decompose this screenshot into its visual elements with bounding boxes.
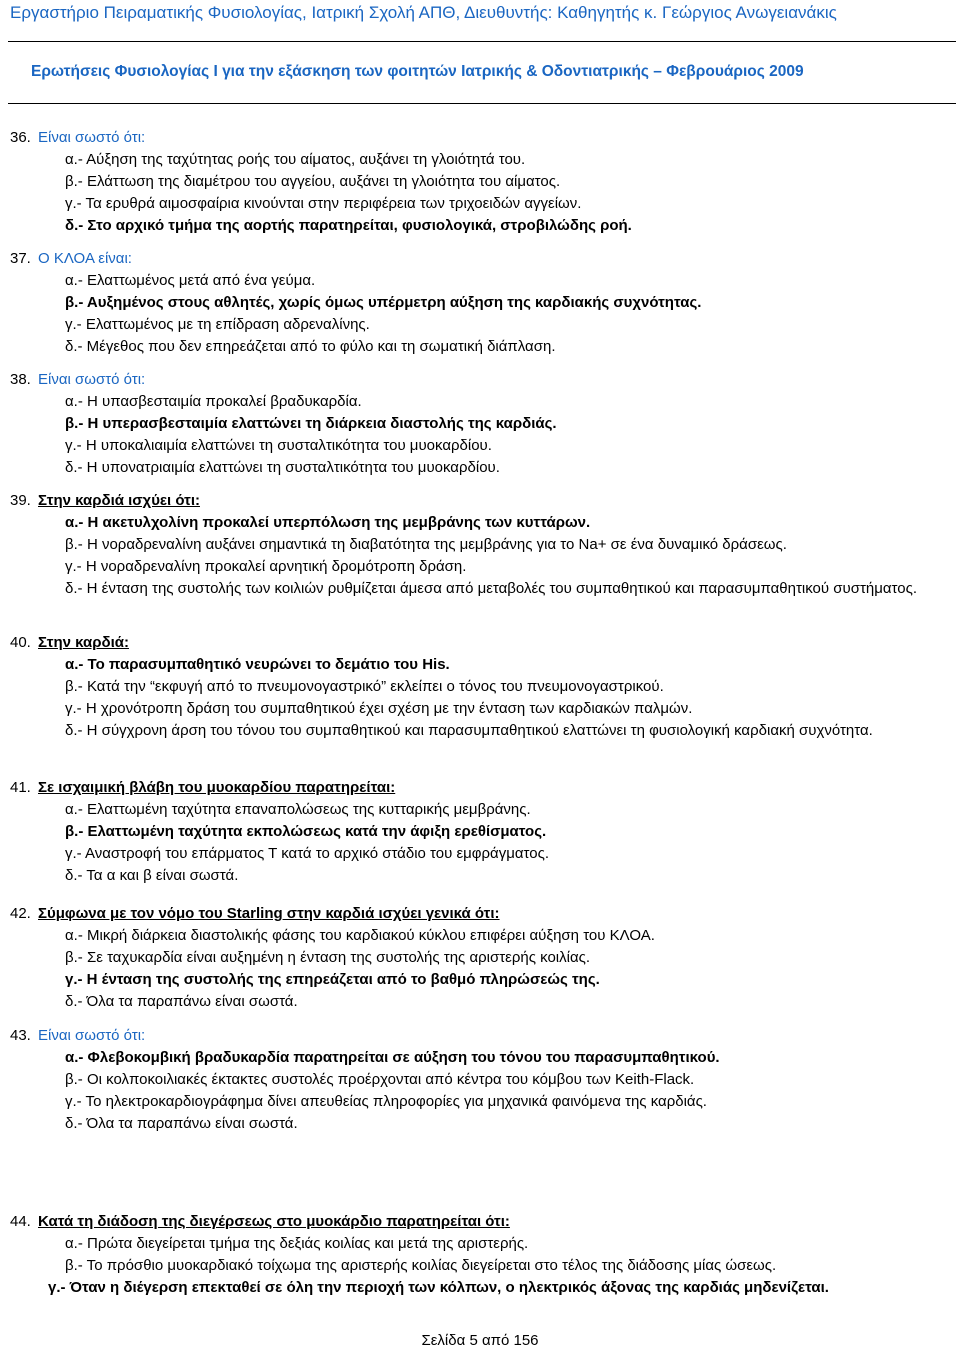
header-divider xyxy=(8,41,956,42)
option-c: γ.- Η υποκαλιαιμία ελαττώνει τη συσταλτικότητα του μυοκαρδίου. xyxy=(65,437,492,454)
option-b: β.- Κατά την “εκφυγή από το πνευμονογαστρικό” εκλείπει ο τόνος του πνευμονογαστρικού. xyxy=(65,678,664,695)
option-b: β.- Σε ταχυκαρδία είναι αυξημένη η ένταση της συστολής της αριστερής κοιλίας. xyxy=(65,949,591,966)
question-44 xyxy=(10,1211,950,1299)
option-a: α.- Το παρασυμπαθητικό νευρώνει το δεμάτιο του His. xyxy=(65,656,450,673)
question-text: Ο ΚΛΟΑ είναι: xyxy=(38,250,132,267)
question-41 xyxy=(10,777,950,887)
question-43 xyxy=(10,1025,950,1135)
option-c: γ.- Όταν η διέγερση επεκταθεί σε όλη την περιοχή των κόλπων, ο ηλεκτρικός άξονας της καρδιάς μηδενίζεται. xyxy=(48,1279,829,1296)
document-title: Ερωτήσεις Φυσιολογίας Ι για την εξάσκηση των φοιτητών Ιατρικής & Οδοντιατρικής – Φεβρουάριος 2009 xyxy=(31,63,804,80)
option-d: δ.- Η υπονατριαιμία ελαττώνει τη συσταλτικότητα του μυοκαρδίου. xyxy=(65,459,500,476)
question-36 xyxy=(10,127,950,237)
question-number: 44. xyxy=(10,1213,31,1230)
option-d: δ.- Όλα τα παραπάνω είναι σωστά. xyxy=(65,993,298,1010)
question-number: 43. xyxy=(10,1027,31,1044)
option-b: β.- Ελάττωση της διαμέτρου του αγγείου, αυξάνει τη γλοιότητα του αίματος. xyxy=(65,173,561,190)
question-39 xyxy=(10,490,950,600)
question-number: 39. xyxy=(10,492,31,509)
question-text: Είναι σωστό ότι: xyxy=(38,129,146,146)
question-number: 36. xyxy=(10,129,31,146)
question-38 xyxy=(10,369,950,479)
question-number: 41. xyxy=(10,779,31,796)
option-a: α.- Ελαττωμένος μετά από ένα γεύμα. xyxy=(65,272,316,289)
question-text: Στην καρδιά ισχύει ότι: xyxy=(38,492,200,509)
option-b: β.- Η υπερασβεσταιμία ελαττώνει τη διάρκεια διαστολής της καρδιάς. xyxy=(65,415,557,432)
option-a: α.- Η ακετυλχολίνη προκαλεί υπερπόλωση της μεμβράνης των κυττάρων. xyxy=(65,514,591,531)
option-d: δ.- Μέγεθος που δεν επηρεάζεται από το φύλο και τη σωματική διάπλαση. xyxy=(65,338,556,355)
option-c: γ.- Αναστροφή του επάρματος Τ κατά το αρχικό στάδιο του εμφράγματος. xyxy=(65,845,549,862)
question-number: 42. xyxy=(10,905,31,922)
question-number: 37. xyxy=(10,250,31,267)
option-a: α.- Πρώτα διεγείρεται τμήμα της δεξιάς κοιλίας και μετά της αριστερής. xyxy=(65,1235,529,1252)
option-a: α.- Ελαττωμένη ταχύτητα επαναπολώσεως της κυτταρικής μεμβράνης. xyxy=(65,801,531,818)
option-d: δ.- Όλα τα παραπάνω είναι σωστά. xyxy=(65,1115,298,1132)
option-c: γ.- Η νοραδρεναλίνη προκαλεί αρνητική δρομότροπη δράση. xyxy=(65,558,467,575)
page-header: Εργαστήριο Πειραματικής Φυσιολογίας, Ιατρική Σχολή ΑΠΘ, Διευθυντής: Καθηγητής κ. Γεώργιος Ανωγειανάκις xyxy=(10,3,837,22)
option-d: δ.- Τα α και β είναι σωστά. xyxy=(65,867,239,884)
question-42 xyxy=(10,903,950,1013)
page-footer: Σελίδα 5 από 156 xyxy=(421,1332,539,1349)
option-c: γ.- Το ηλεκτροκαρδιογράφημα δίνει απευθείας πληροφορίες για μηχανικά φαινόμενα της καρδιάς. xyxy=(65,1093,707,1110)
question-number: 40. xyxy=(10,634,31,651)
question-text: Σε ισχαιμική βλάβη του μυοκαρδίου παρατηρείται: xyxy=(38,779,396,796)
option-a: α.- Φλεβοκομβική βραδυκαρδία παρατηρείται σε αύξηση του τόνου του παρασυμπαθητικού. xyxy=(65,1049,720,1066)
option-b: β.- Η νοραδρεναλίνη αυξάνει σημαντικά τη διαβατότητα της μεμβράνης για το Na+ σε ένα δυναμικό δράσεως. xyxy=(65,536,787,553)
option-c: γ.- Η ένταση της συστολής της επηρεάζεται από το βαθμό πληρώσεώς της. xyxy=(65,971,600,988)
option-d: δ.- Η σύγχρονη άρση του τόνου του συμπαθητικού και παρασυμπαθητικού ελαττώνει τη φυσιολογική καρδιακή συχνότητα. xyxy=(65,722,873,739)
option-c: γ.- Τα ερυθρά αιμοσφαίρια κινούνται στην περιφέρεια των τριχοειδών αγγείων. xyxy=(65,195,582,212)
question-text: Είναι σωστό ότι: xyxy=(38,371,146,388)
title-divider xyxy=(8,103,956,104)
question-text: Είναι σωστό ότι: xyxy=(38,1027,146,1044)
option-b: β.- Το πρόσθιο μυοκαρδιακό τοίχωμα της αριστερής κοιλίας διεγείρεται στο τέλος της διάδοσης μίας ώσεως. xyxy=(65,1257,777,1274)
question-37 xyxy=(10,248,950,358)
question-text: Στην καρδιά: xyxy=(38,634,129,651)
option-c: γ.- Η χρονότροπη δράση του συμπαθητικού έχει σχέση με την ένταση των καρδιακών παλμών. xyxy=(65,700,693,717)
option-d: δ.- Η ένταση της συστολής των κοιλιών ρυθμίζεται άμεσα από μεταβολές του συμπαθητικού και παρασυμπαθητικού συστήματος. xyxy=(65,580,918,597)
question-text: Κατά τη διάδοση της διεγέρσεως στο μυοκάρδιο παρατηρείται ότι: xyxy=(38,1213,510,1230)
option-c: γ.- Ελαττωμένος με τη επίδραση αδρεναλίνης. xyxy=(65,316,370,333)
option-a: α.- Αύξηση της ταχύτητας ροής του αίματος, αυξάνει τη γλοιότητά του. xyxy=(65,151,526,168)
option-d: δ.- Στο αρχικό τμήμα της αορτής παρατηρείται, φυσιολογικά, στροβιλώδης ροή. xyxy=(65,217,632,234)
option-a: α.- Μικρή διάρκεια διαστολικής φάσης του καρδιακού κύκλου επιφέρει αύξηση του ΚΛΟΑ. xyxy=(65,927,655,944)
question-number: 38. xyxy=(10,371,31,388)
option-b: β.- Οι κολποκοιλιακές έκτακτες συστολές προέρχονται από κέντρα του κόμβου των Keith-Flack. xyxy=(65,1071,695,1088)
option-b: β.- Ελαττωμένη ταχύτητα εκπολώσεως κατά την άφιξη ερεθίσματος. xyxy=(65,823,547,840)
question-40 xyxy=(10,632,950,742)
option-b: β.- Αυξημένος στους αθλητές, χωρίς όμως υπέρμετρη αύξηση της καρδιακής συχνότητας. xyxy=(65,294,702,311)
option-a: α.- Η υπασβεσταιμία προκαλεί βραδυκαρδία. xyxy=(65,393,362,410)
question-text: Σύμφωνα με τον νόμο του Starling στην καρδιά ισχύει γενικά ότι: xyxy=(38,905,500,922)
